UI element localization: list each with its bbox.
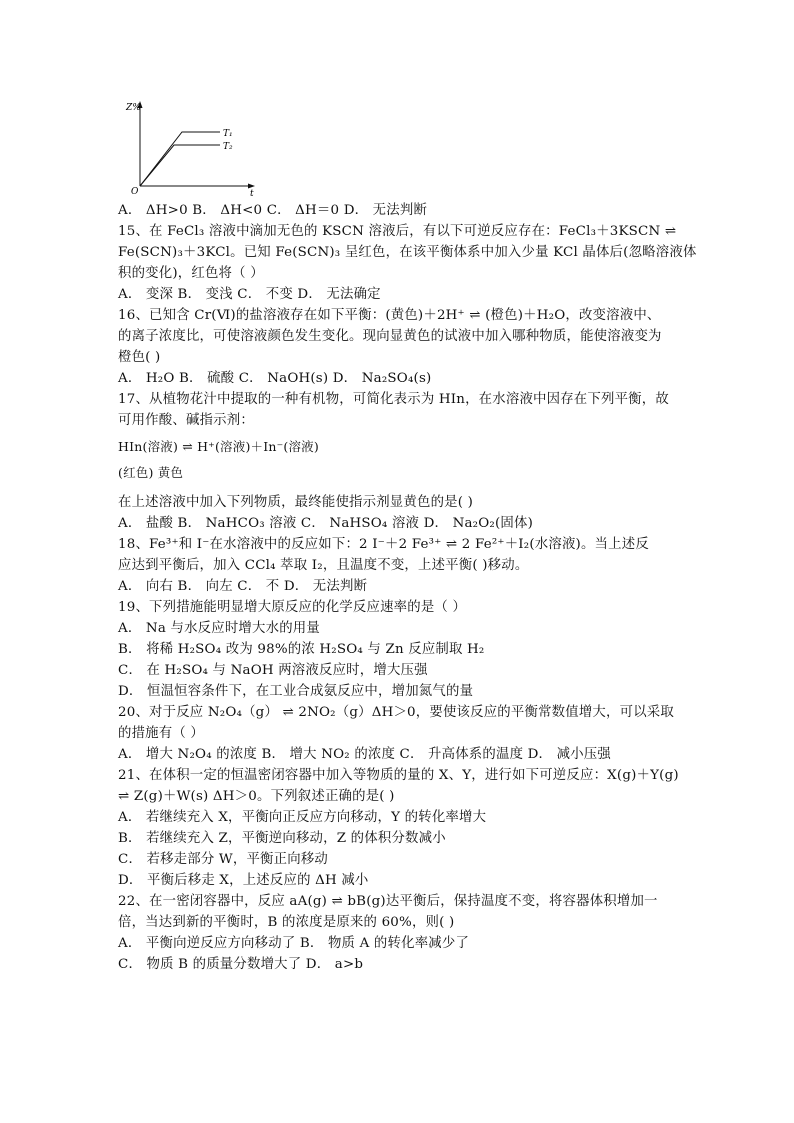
q15-stem-line2: Fe(SCN)₃＋3KCl。已知 Fe(SCN)₃ 呈红色，在该平衡体系中加入少量 KCl 晶体后(忽略溶液体	[118, 245, 697, 260]
q17-stem-line1: 17、从植物花汁中提取的一种有机物，可简化表示为 HIn，在水溶液中因存在下列平衡，故	[118, 392, 669, 407]
q18-stem-line1: 18、Fe³⁺和 I⁻在水溶液中的反应如下：2 I⁻＋2 Fe³⁺ ⇌ 2 Fe²⁺＋I₂(水溶液)。当上述反	[118, 537, 649, 552]
q20-stem-line1: 20、对于反应 N₂O₄（g） ⇌ 2NO₂（g）ΔH＞0，要使该反应的平衡常数值增大，可以采取	[118, 705, 674, 720]
x-axis-arrow	[248, 184, 255, 189]
q17-colors: (红色) 黄色	[118, 465, 184, 480]
q22-options-cd: C． 物质 B 的质量分数增大了 D． a>b	[118, 957, 364, 972]
q22-stem-line2: 倍，当达到新的平衡时，B 的浓度是原来的 60%，则( )	[118, 915, 455, 930]
q16-stem-line1: 16、已知含 Cr(Ⅵ)的盐溶液存在如下平衡：(黄色)＋2H⁺ ⇌ (橙色)＋H₂O，改变溶液中、	[118, 308, 661, 323]
q19-stem: 19、下列措施能明显增大原反应的化学反应速率的是（ ）	[118, 600, 467, 615]
q16-options: A． H₂O B． 硫酸 C． NaOH(s) D． Na₂SO₄(s)	[118, 371, 432, 386]
q21-option-b: B． 若继续充入 Z，平衡逆向移动，Z 的体积分数减小	[118, 831, 446, 846]
graph-origin: O	[131, 187, 139, 197]
q21-option-d: D． 平衡后移走 X，上述反应的 ΔH 减小	[118, 873, 369, 888]
equilibrium-graph	[122, 98, 262, 198]
q22-options-ab: A． 平衡向逆反应方向移动了 B． 物质 A 的转化率减少了	[118, 936, 470, 951]
q16-stem-line3: 橙色( )	[118, 350, 161, 365]
q20-options: A． 增大 N₂O₄ 的浓度 B． 增大 NO₂ 的浓度 C． 升高体系的温度 D． 减小压强	[118, 747, 611, 762]
q18-stem-line2: 应达到平衡后，加入 CCl₄ 萃取 I₂，且温度不变，上述平衡( )移动。	[118, 558, 529, 573]
curve-t1-label: T₁	[223, 129, 233, 139]
curve-t1	[140, 132, 220, 186]
q21-stem-line2: ⇌ Z(g)＋W(s) ΔH＞0。下列叙述正确的是( )	[118, 789, 395, 804]
curve-t2-label: T₂	[223, 142, 233, 152]
q14-options: A． ΔH>0 B． ΔH<0 C． ΔH＝0 D． 无法判断	[118, 203, 428, 218]
q21-option-a: A． 若继续充入 X，平衡向正反应方向移动，Y 的转化率增大	[118, 810, 487, 825]
q19-option-b: B． 将稀 H₂SO₄ 改为 98%的浓 H₂SO₄ 与 Zn 反应制取 H₂	[118, 642, 485, 657]
q15-stem-line1: 15、在 FeCl₃ 溶液中滴加无色的 KSCN 溶液后，有以下可逆反应存在：FeCl₃＋3KSCN ⇌	[118, 224, 677, 239]
graph-ylabel: Z%	[126, 103, 141, 113]
q17-stem-line2: 可用作酸、碱指示剂：	[118, 413, 254, 428]
q22-stem-line1: 22、在一密闭容器中，反应 aA(g) ⇌ bB(g)达平衡后，保持温度不变，将容器体积增加一	[118, 894, 658, 909]
q15-options: A． 变深 B． 变浅 C． 不变 D． 无法确定	[118, 287, 381, 302]
q18-options: A． 向右 B． 向左 C． 不 D． 无法判断	[118, 579, 368, 594]
curve-t2	[140, 145, 220, 186]
q19-option-a: A． Na 与水反应时增大水的用量	[118, 621, 320, 636]
q17-equation: HIn(溶液) ⇌ H⁺(溶液)＋In⁻(溶液)	[118, 439, 319, 454]
q21-option-c: C． 若移走部分 W，平衡正向移动	[118, 852, 328, 867]
q17-stem-line3: 在上述溶液中加入下列物质，最终能使指示剂显黄色的是( )	[118, 495, 474, 510]
q21-stem-line1: 21、在体积一定的恒温密闭容器中加入等物质的量的 X、Y，进行如下可逆反应：X(g)＋Y(g)	[118, 768, 679, 783]
q15-stem-line3: 积的变化)，红色将（ ）	[118, 266, 264, 281]
q16-stem-line2: 的离子浓度比，可使溶液颜色发生变化。现向显黄色的试液中加入哪种物质，能使溶液变为	[118, 329, 662, 344]
q20-stem-line2: 的措施有（ ）	[118, 726, 204, 741]
q19-option-c: C． 在 H₂SO₄ 与 NaOH 两溶液反应时，增大压强	[118, 663, 428, 678]
graph-xlabel: t	[250, 189, 254, 198]
q17-options: A． 盐酸 B． NaHCO₃ 溶液 C． NaHSO₄ 溶液 D． Na₂O₂(固体)	[118, 516, 534, 531]
q19-option-d: D． 恒温恒容条件下，在工业合成氨反应中，增加氮气的量	[118, 684, 474, 699]
